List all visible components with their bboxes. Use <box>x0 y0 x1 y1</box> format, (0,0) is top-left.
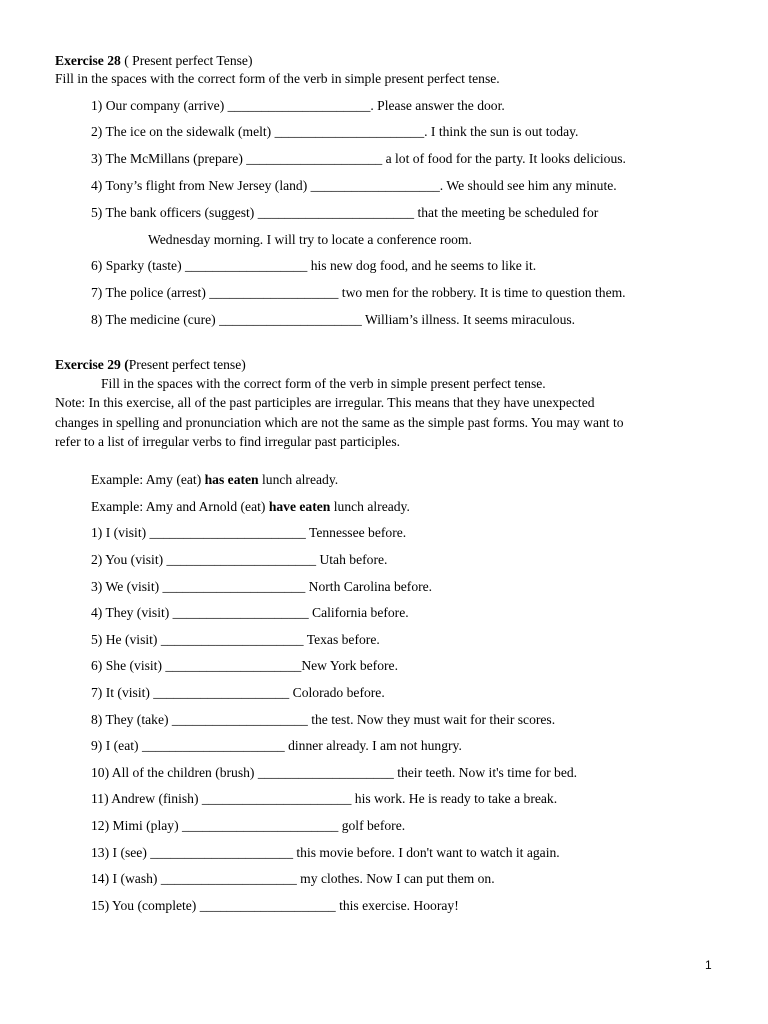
exercise-29-title <box>55 357 246 373</box>
exercise-29-item: 4) They (visit) ____________________ California before. <box>91 605 409 620</box>
example-1 <box>91 472 338 488</box>
example-2-answer: have eaten <box>268 499 331 514</box>
example-1-text: Example: Amy (eat) <box>91 472 205 487</box>
example-2-rest: lunch already. <box>330 499 410 514</box>
exercise-29-title-bold: Exercise 29 ( <box>55 357 129 372</box>
exercise-28-item: 2) The ice on the sidewalk (melt) ______________________. I think the sun is out today. <box>91 124 579 139</box>
exercise-29-item: 12) Mimi (play) _______________________ golf before. <box>91 818 406 833</box>
exercise-29-item: 1) I (visit) _______________________ Tennessee before. <box>91 525 407 540</box>
exercise-29-item: 2) You (visit) ______________________ Utah before. <box>91 552 388 567</box>
exercise-28-item: 3) The McMillans (prepare) ____________________ a lot of food for the party. It looks delicious. <box>91 151 626 166</box>
exercise-29-item: 13) I (see) _____________________ this movie before. I don't want to watch it again. <box>91 845 560 860</box>
exercise-29-item: 5) He (visit) _____________________ Texas before. <box>91 632 380 647</box>
page-number: 1 <box>705 958 712 972</box>
example-1-rest: lunch already. <box>258 472 339 487</box>
exercise-28-item: 4) Tony’s flight from New Jersey (land) ___________________. We should see him any minute. <box>91 178 617 193</box>
exercise-29-instruction: Fill in the spaces with the correct form of the verb in simple present perfect tense. <box>101 376 546 391</box>
example-1-answer: has eaten <box>204 472 259 487</box>
exercise-29-item: 11) Andrew (finish) ______________________ his work. He is ready to take a break. <box>91 791 558 806</box>
exercise-28-instruction: Fill in the spaces with the correct form of the verb in simple present perfect tense. <box>55 71 500 86</box>
exercise-28-item: 6) Sparky (taste) __________________ his new dog food, and he seems to like it. <box>91 258 537 273</box>
exercise-29-item: 10) All of the children (brush) ____________________ their teeth. Now it's time for bed. <box>91 765 578 780</box>
exercise-29-note-line: Note: In this exercise, all of the past participles are irregular. This means that they have unexpected <box>55 395 595 410</box>
exercise-29-item: 8) They (take) ____________________ the test. Now they must wait for their scores. <box>91 712 556 727</box>
exercise-29-item: 7) It (visit) ____________________ Colorado before. <box>91 685 385 700</box>
example-2-text: Example: Amy and Arnold (eat) <box>91 499 269 514</box>
example-2 <box>91 499 410 515</box>
exercise-28-item: 1) Our company (arrive) _____________________. Please answer the door. <box>91 98 505 113</box>
exercise-28-title-bold: Exercise 28 <box>55 53 121 68</box>
exercise-29-item: 9) I (eat) _____________________ dinner already. I am not hungry. <box>91 738 462 753</box>
exercise-29-item: 3) We (visit) _____________________ North Carolina before. <box>91 579 433 594</box>
exercise-28-item: 8) The medicine (cure) _____________________ William’s illness. It seems miraculous. <box>91 312 576 327</box>
exercise-29-note-line: refer to a list of irregular verbs to find irregular past participles. <box>55 434 401 449</box>
exercise-28-item-continuation: Wednesday morning. I will try to locate a conference room. <box>148 232 472 247</box>
exercise-28-title <box>55 53 252 69</box>
exercise-28-title-rest: ( Present perfect Tense) <box>120 53 253 68</box>
exercise-29-title-rest: Present perfect tense) <box>128 357 246 372</box>
exercise-29-item: 6) She (visit) ____________________New York before. <box>91 658 398 673</box>
exercise-28-item: 5) The bank officers (suggest) _______________________ that the meeting be scheduled for <box>91 205 599 220</box>
exercise-29-item: 14) I (wash) ____________________ my clothes. Now I can put them on. <box>91 871 495 886</box>
exercise-29-note-line: changes in spelling and pronunciation which are not the same as the simple past forms. You may want to <box>55 415 624 430</box>
exercise-29-item: 15) You (complete) ____________________ this exercise. Hooray! <box>91 898 459 913</box>
exercise-28-item: 7) The police (arrest) ___________________ two men for the robbery. It is time to question them. <box>91 285 626 300</box>
